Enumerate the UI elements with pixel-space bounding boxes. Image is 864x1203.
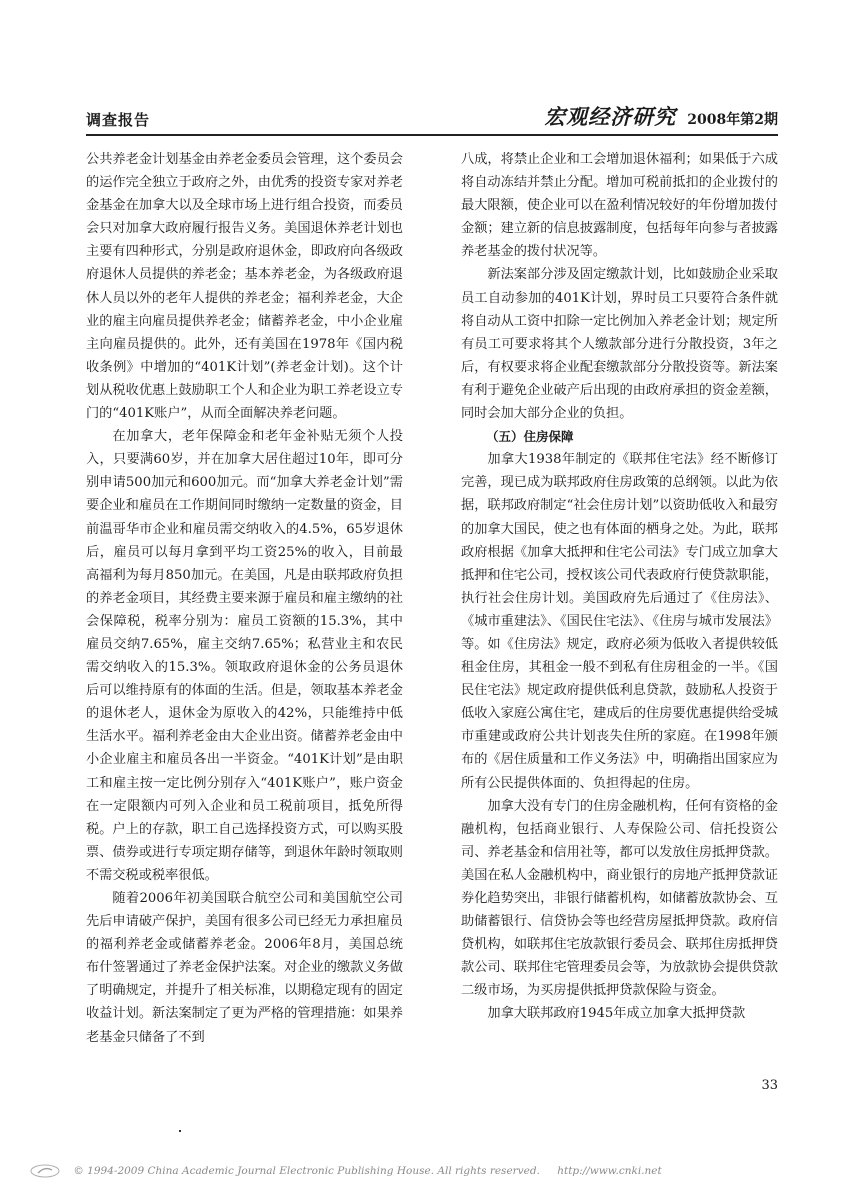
journal-info [544, 101, 778, 131]
paragraph: 加拿大联邦政府1945年成立加拿大抵押贷款 [487, 1006, 746, 1022]
paragraph: 加拿大没有专门的住房金融机构，任何有资格的金融机构，包括商业银行、人寿保险公司、信托投资公司、养老基金和信用社等，都可以发放住房抵押贷款。美国在私人金融机构中，商业银行的房地产抵押贷款证券化趋势突出，非银行储蓄机构，如储蓄放款协会、互助储蓄银行、信贷协会等也经营房屋抵押贷款。政府信贷机构，如联邦住宅放款银行委员会、联邦住房抵押贷款公司、联邦住宅管理委员会等，为放款协会提供贷款二级市场，为买房提供抵押贷款保险与资金。 [461, 798, 778, 999]
paragraph: 加拿大1938年制定的《联邦住宅法》经不断修订完善，现已成为联邦政府住房政策的总纲领。以此为依据，联邦政府制定“社会住房计划”以资助低收入和最穷的加拿大国民，使之也有体面的栖身之处。为此，联邦政府根据《加拿大抵押和住宅公司法》专门成立加拿大抵押和住宅公司，授权该公司代表政府行使贷款职能，执行社会住房计划。美国政府先后通过了《住房法》、《城市重建法》、《国民住宅法》、《住房与城市发展法》等。如《住房法》规定，政府必须为低收入者提供较低租金住房，其租金一般不到私有住房租金的一半。《国民住宅法》规定政府提供低利息贷款，鼓励私人投资于低收入家庭公寓住宅，建成后的住房要优惠提供给受城市重建或政府公共计划丧失住所的家庭。在1998年颁布的《居住质量和工作义务法》中，明确指出国家应为所有公民提供体面的、负担得起的住房。 [461, 452, 778, 791]
right-column [461, 148, 778, 1026]
copyright-text: © 1994-2009 China Academic Journal Electronic Publishing House. All rights reserved. [73, 1165, 540, 1177]
section-heading: （五）住房保障 [486, 429, 574, 445]
footer-url[interactable]: http://www.cnki.net [557, 1165, 662, 1177]
section-label: 调查报告 [86, 111, 151, 129]
issue-number: 2008年第2期 [687, 112, 778, 128]
page-header [86, 100, 778, 136]
journal-name: 宏观经济研究 [544, 105, 677, 129]
cnki-logo-icon [30, 1164, 60, 1178]
page-footer [30, 1164, 850, 1184]
paragraph: 随着2006年初美国联合航空公司和美国航空公司先后申请破产保护，美国有很多公司已经无力承担雇员的福利养老金或储蓄养老金。2006年8月，美国总统布什签署通过了养老金保护法案。对企业的缴款义务做了明确规定，并提升了相关标准，以期稳定现有的固定收益计划。新法案制定了更为严格的管理措施：如果养老基金只储备了不到 [86, 891, 403, 1045]
stray-mark [179, 1130, 181, 1132]
paragraph: 在加拿大，老年保障金和老年金补贴无须个人投入，只要满60岁，并在加拿大居住超过10年，即可分别申请500加元和600加元。而“加拿大养老金计划”需要企业和雇员在工作期间同时缴纳一定数量的资金，目前温哥华市企业和雇员需交纳收入的4.5%，65岁退休后，雇员可以每月拿到平均工资25%的收入，目前最高福利为每月850加元。在美国，凡是由联邦政府负担的养老金项目，其经费主要来源于雇员和雇主缴纳的社会保障税，税率分别为：雇员工资额的15.3%，其中雇员交纳7.65%，雇主交纳7.65%；私营业主和农民需交纳收入的15.3%。领取政府退休金的公务员退休后可以维持原有的体面的生活。但是，领取基本养老金的退休老人，退休金为原收入的42%，只能维持中低生活水平。福利养老金由大企业出资。储蓄养老金由中小企业雇主和雇员各出一半资金。“401K计划”是由职工和雇主按一定比例分别存入“401K账户”，账户资金在一定限额内可列入企业和员工税前项目，抵免所得税。户上的存款，职工自己选择投资方式，可以购买股票、债券或进行专项定期存储等，到退休年龄时领取则不需交税或税率很低。 [86, 429, 403, 883]
left-column [86, 148, 403, 1049]
paragraph: 公共养老金计划基金由养老金委员会管理，这个委员会的运作完全独立于政府之外，由优秀的投资专家对养老金基金在加拿大以及全球市场上进行组合投资，而委员会只对加拿大政府履行报告义务。美国退休养老计划也主要有四种形式，分别是政府退休金，即政府向各级政府退休人员提供的养老金；基本养老金，为各级政府退休人员以外的老年人提供的养老金；福利养老金，大企业的雇主向雇员提供养老金；储蓄养老金，中小企业雇主向雇员提供的。此外，还有美国在1978年《国内税收条例》中增加的“401K计划”(养老金计划)。这个计划从税收优惠上鼓励职工个人和企业为职工养老设立专门的“401K账户”，从而全面解决养老问题。 [86, 152, 403, 422]
paragraph: 新法案部分涉及固定缴款计划，比如鼓励企业采取员工自动参加的401K计划，界时员工只要符合条件就将自动从工资中扣除一定比例加入养老金计划；规定所有员工可要求将其个人缴款部分进行分散投资，3年之后，有权要求将企业配套缴款部分分散投资等。新法案有利于避免企业破产后出现的由政府承担的资金差额，同时会加大部分企业的负担。 [461, 267, 778, 422]
paragraph: 八成，将禁止企业和工会增加退休福利；如果低于六成将自动冻结并禁止分配。增加可税前抵扣的企业拨付的最大限额，使企业可以在盈利情况较好的年份增加拨付金额；建立新的信息披露制度，包括每年向参与者披露养老基金的拨付状况等。 [461, 152, 778, 260]
page-number: 33 [761, 1078, 778, 1093]
